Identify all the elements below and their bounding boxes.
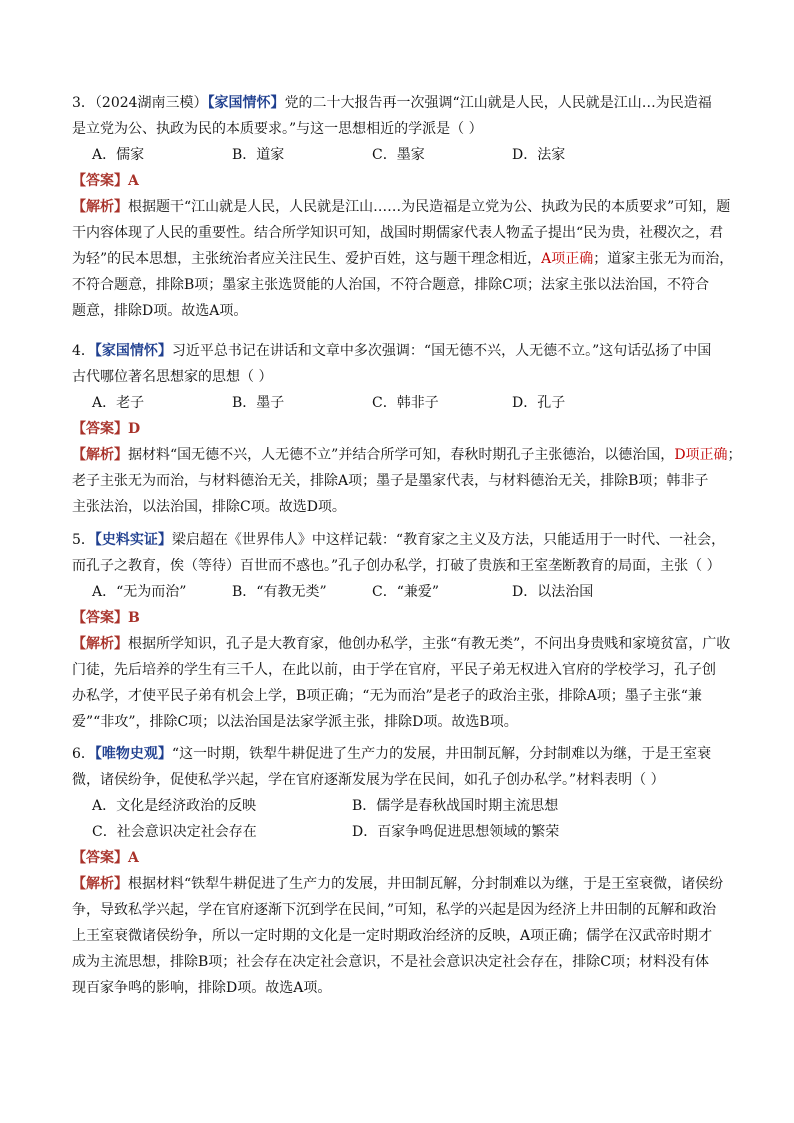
question-number: 6． bbox=[72, 746, 95, 762]
question-stem: 梁启超在《世界伟人》中这样记载：“教育家之主义及方法，只能适用于一时代、一社会， bbox=[171, 532, 726, 548]
question-4-stem-line-2: 古代哪位著名思想家的思想（ ） bbox=[72, 369, 273, 385]
answer-value: A bbox=[128, 850, 139, 866]
option-a: A．老子 bbox=[92, 395, 145, 411]
question-tag: 【唯物史观】 bbox=[94, 746, 172, 762]
option-d: D．法家 bbox=[512, 147, 566, 163]
question-6-answer bbox=[72, 845, 724, 871]
question-3-analysis-line-1 bbox=[72, 194, 731, 220]
question-stem: “这一时期，铁犁牛耕促进了生产力的发展，井田制瓦解，分封制难以为继，于是王室衰 bbox=[171, 746, 712, 762]
question-6-analysis-line-4: 成为主流思想，排除B项；社会存在决定社会意识，不是社会意识决定社会存在，排除C项；材料没有体 bbox=[72, 954, 709, 970]
question-5-stem-line-1 bbox=[72, 527, 724, 553]
question-4-options bbox=[72, 390, 724, 416]
question-6-analysis-line-3: 上王室衰微诸侯纷争，所以一定时期的文化是一定时期政治经济的反映，A项正确；儒学在汉武帝时期才 bbox=[72, 928, 713, 944]
question-source: （2024湖南三模） bbox=[94, 95, 208, 111]
question-6-analysis-line-5: 现百家争鸣的影响，排除D项。故选A项。 bbox=[72, 980, 332, 996]
question-tag: 【家国情怀】 bbox=[94, 343, 172, 359]
question-5 bbox=[72, 527, 731, 735]
question-4-analysis-line-2: 老子主张无为而治，与材料德治无关，排除A项；墨子是墨家代表，与材料德治无关，排除B项；韩非子 bbox=[72, 473, 709, 489]
question-tag: 【家国情怀】 bbox=[207, 95, 285, 111]
question-3-analysis-line-4: 不符合题意，排除B项；墨家主张选贤能的人治国，不符合题意，排除C项；法家主张以法治国，不符合 bbox=[72, 277, 709, 293]
option-b: B．墨子 bbox=[232, 395, 285, 411]
question-number: 3． bbox=[72, 95, 95, 111]
option-d: D．百家争鸣促进思想领域的繁荣 bbox=[352, 824, 560, 840]
question-6-options-row-1 bbox=[72, 793, 724, 819]
question-3-analysis-line-2: 干内容体现了人民的重要性。结合所学知识可知，战国时期儒家代表人物孟子提出“民为贵，社稷次之，君 bbox=[72, 225, 724, 241]
question-4-stem-line-1 bbox=[72, 338, 724, 364]
answer-label: 【答案】 bbox=[72, 173, 128, 189]
answer-label: 【答案】 bbox=[72, 421, 128, 437]
question-number: 4． bbox=[72, 343, 95, 359]
question-5-analysis-line-2: 门徒，先后培养的学生有三千人，在此以前，由于学在官府，平民子弟无权进入官府的学校学习，孔子创 bbox=[72, 662, 716, 678]
question-stem: 习近平总书记在讲话和文章中多次强调：“国无德不兴，人无德不立。”这句话弘扬了中国 bbox=[171, 343, 712, 359]
analysis-label: 【解析】 bbox=[72, 447, 128, 463]
question-5-options bbox=[72, 579, 724, 605]
analysis-text: 据材料“国无德不兴，人无德不立”并结合所学可知，春秋时期孔子主张德治，以德治国， bbox=[128, 447, 675, 463]
question-6-stem-line-2: 微，诸侯纷争，促使私学兴起，学在官府逐渐发展为学在民间，如孔子创办私学。”材料表明（ ） bbox=[72, 772, 665, 788]
option-b: B．道家 bbox=[232, 147, 285, 163]
question-6-options-row-2 bbox=[72, 819, 724, 845]
question-4-analysis-line-3: 主张法治，以法治国，排除C项。故选D项。 bbox=[72, 499, 346, 515]
analysis-label: 【解析】 bbox=[72, 876, 128, 892]
question-6-stem-line-1 bbox=[72, 741, 724, 767]
question-4 bbox=[72, 338, 742, 520]
answer-label: 【答案】 bbox=[72, 850, 128, 866]
analysis-text: 根据所学知识，孔子是大教育家，他创办私学，主张“有教无类”，不问出身贵贱和家境贫富，广收 bbox=[128, 636, 731, 652]
correct-option-highlight: A项正确 bbox=[541, 251, 594, 267]
question-5-analysis-line-4: 爱”“非攻”，排除C项；以法治国是法家学派主张，排除D项。故选B项。 bbox=[72, 714, 518, 730]
question-3-analysis-line-5: 题意，排除D项。故选A项。 bbox=[72, 303, 248, 319]
analysis-text: ； bbox=[727, 447, 742, 463]
analysis-label: 【解析】 bbox=[72, 636, 128, 652]
question-3-answer bbox=[72, 168, 724, 194]
question-5-answer bbox=[72, 605, 724, 631]
option-d: D．以法治国 bbox=[512, 584, 594, 600]
question-3-stem-line-1 bbox=[72, 90, 724, 116]
option-b: B．“有教无类” bbox=[232, 584, 327, 600]
question-3-options bbox=[72, 142, 724, 168]
option-c: C．社会意识决定社会存在 bbox=[92, 824, 257, 840]
question-3 bbox=[72, 90, 734, 324]
question-number: 5． bbox=[72, 532, 95, 548]
option-a: A．儒家 bbox=[92, 147, 145, 163]
question-5-analysis-line-3: 办私学，才使平民子弟有机会上学，B项正确；“无为而治”是老子的政治主张，排除A项；墨子主张“兼 bbox=[72, 688, 702, 704]
question-6-analysis-line-2: 争，导致私学兴起，学在官府逐渐下沉到学在民间，”可知，私学的兴起是因为经济上井田制的瓦解和政治 bbox=[72, 902, 717, 918]
question-tag: 【史料实证】 bbox=[94, 532, 172, 548]
analysis-text: 根据材料“铁犁牛耕促进了生产力的发展，井田制瓦解，分封制难以为继，于是王室衰微，诸侯纷 bbox=[128, 876, 724, 892]
answer-value: B bbox=[128, 610, 140, 626]
question-5-stem-line-2: 而孔子之教育，俟（等待）百世而不惑也。”孔子创办私学，打破了贵族和王室垄断教育的局面，主张（ ） bbox=[72, 558, 721, 574]
question-4-answer bbox=[72, 416, 724, 442]
question-3-analysis-line-3 bbox=[72, 246, 734, 272]
answer-value: A bbox=[128, 173, 139, 189]
option-c: C．韩非子 bbox=[372, 395, 439, 411]
question-4-analysis-line-1 bbox=[72, 442, 742, 468]
analysis-text: 为轻”的民本思想，主张统治者应关注民生、爱护百姓，这与题干理念相近， bbox=[72, 251, 542, 267]
question-stem: 党的二十大报告再一次强调“江山就是人民，人民就是江山…为民造福 bbox=[284, 95, 712, 111]
option-a: A．“无为而治” bbox=[92, 584, 187, 600]
answer-value: D bbox=[128, 421, 141, 437]
analysis-text: 根据题干“江山就是人民，人民就是江山……为民造福是立党为公、执政为民的本质要求”可知，题 bbox=[128, 199, 731, 215]
analysis-label: 【解析】 bbox=[72, 199, 128, 215]
option-c: C．墨家 bbox=[372, 147, 425, 163]
option-a: A．文化是经济政治的反映 bbox=[92, 798, 257, 814]
option-b: B．儒学是春秋战国时期主流思想 bbox=[352, 798, 559, 814]
question-3-stem-line-2: 是立党为公、执政为民的本质要求。”与这一思想相近的学派是（ ） bbox=[72, 121, 483, 137]
analysis-text: ；道家主张无为而治， bbox=[593, 251, 734, 267]
option-c: C．“兼爱” bbox=[372, 584, 440, 600]
question-6 bbox=[72, 741, 724, 1001]
answer-label: 【答案】 bbox=[72, 610, 128, 626]
question-5-analysis-line-1 bbox=[72, 631, 731, 657]
option-d: D．孔子 bbox=[512, 395, 566, 411]
question-6-analysis-line-1 bbox=[72, 871, 724, 897]
correct-option-highlight: D项正确 bbox=[674, 447, 728, 463]
